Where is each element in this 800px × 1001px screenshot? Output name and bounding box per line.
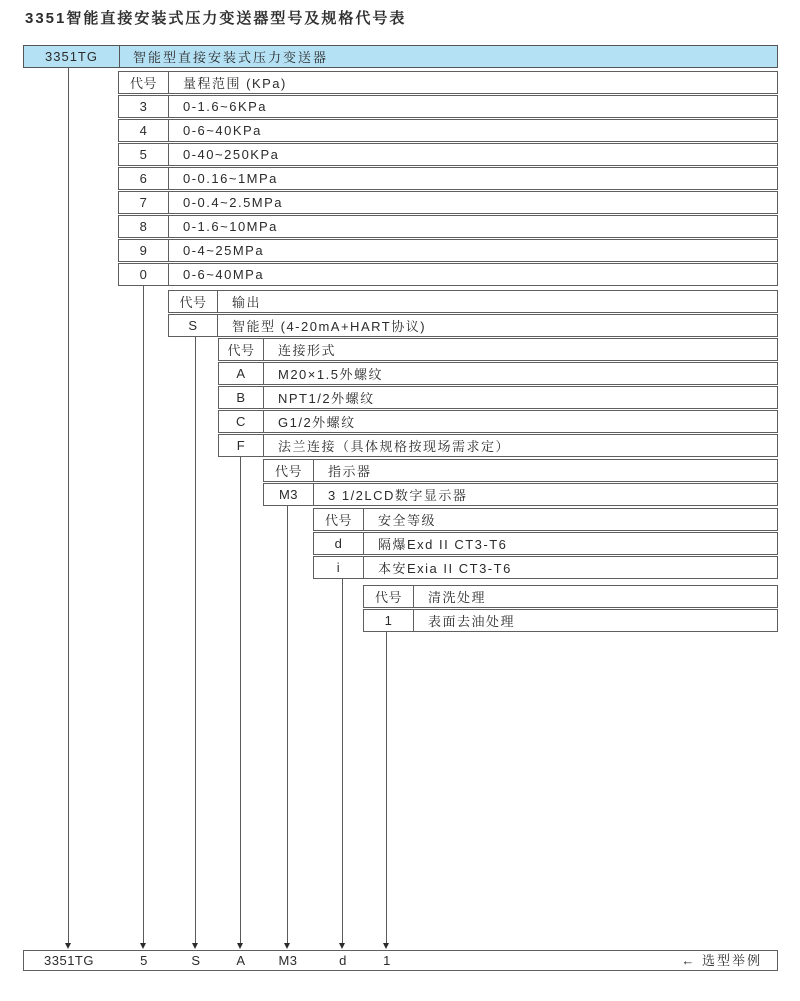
row-code: 5 [119, 144, 169, 165]
row-label: 0-40~250KPa [183, 147, 280, 162]
row-label: 隔爆Exd II CT3-T6 [378, 537, 508, 552]
row-label: G1/2外螺纹 [278, 415, 356, 430]
table-row [118, 191, 778, 214]
selection-example-bar [23, 950, 778, 971]
column-header-label: 连接形式 [278, 343, 337, 358]
range-header-row [118, 71, 778, 94]
row-label: 0-1.6~10MPa [183, 219, 278, 234]
row-label: 0-6~40KPa [183, 123, 262, 138]
page-title: 3351智能直接安装式压力变送器型号及规格代号表 [25, 10, 407, 27]
connector-line-connection [240, 457, 241, 943]
table-row [168, 314, 778, 337]
connector-line-cleaning [386, 632, 387, 943]
row-label: 0-1.6~6KPa [183, 99, 268, 114]
example-code-cleaning: 1 [383, 953, 391, 968]
connector-line-model [68, 68, 69, 943]
arrow-down-icon [383, 943, 389, 949]
row-code: M3 [264, 484, 314, 505]
row-code: 7 [119, 192, 169, 213]
connection-header-row [218, 338, 778, 361]
row-label: M20×1.5外螺纹 [278, 367, 383, 382]
column-header-label: 清洗处理 [428, 590, 487, 605]
column-header-label: 输出 [232, 295, 262, 310]
row-label: 0-6~40MPa [183, 267, 265, 282]
output-header-row [168, 290, 778, 313]
row-code: C [219, 411, 264, 432]
table-row [218, 410, 778, 433]
arrow-down-icon [192, 943, 198, 949]
row-label: 0-0.16~1MPa [183, 171, 278, 186]
table-row [118, 263, 778, 286]
row-code: 9 [119, 240, 169, 261]
arrow-down-icon [284, 943, 290, 949]
arrow-down-icon [140, 943, 146, 949]
row-label: 法兰连接（具体规格按现场需求定） [278, 439, 511, 454]
indicator-header-row [263, 459, 778, 482]
table-row [313, 556, 778, 579]
row-code: i [314, 557, 364, 578]
table-row [363, 609, 778, 632]
row-code: 1 [364, 610, 414, 631]
table-row [118, 167, 778, 190]
table-row [218, 434, 778, 457]
safety-header-row [313, 508, 778, 531]
table-row [118, 215, 778, 238]
table-row [218, 386, 778, 409]
example-code-indicator: M3 [278, 953, 298, 968]
arrow-down-icon [339, 943, 345, 949]
example-code-output: S [191, 953, 201, 968]
table-row [118, 95, 778, 118]
cleaning-header-row [363, 585, 778, 608]
example-code-connection: A [236, 953, 246, 968]
row-label: 0-0.4~2.5MPa [183, 195, 284, 210]
row-code: d [314, 533, 364, 554]
column-header-code: 代号 [314, 509, 364, 530]
row-label: 3 1/2LCD数字显示器 [328, 488, 468, 503]
section-connection-table [218, 338, 778, 458]
table-row [118, 239, 778, 262]
section-cleaning-table [363, 585, 778, 633]
row-code: B [219, 387, 264, 408]
column-header-code: 代号 [119, 72, 169, 93]
example-note: ← 选型举例 [681, 953, 762, 968]
row-label: 0-4~25MPa [183, 243, 265, 258]
model-code: 3351TG [24, 46, 120, 67]
section-indicator-table [263, 459, 778, 507]
row-code: S [169, 315, 218, 336]
connector-line-output [195, 337, 196, 943]
row-code: 4 [119, 120, 169, 141]
example-code-model: 3351TG [44, 953, 94, 968]
connector-line-indicator [287, 506, 288, 943]
row-code: 0 [119, 264, 169, 285]
row-code: F [219, 435, 264, 456]
row-code: 6 [119, 168, 169, 189]
row-code: 8 [119, 216, 169, 237]
column-header-code: 代号 [264, 460, 314, 481]
arrow-down-icon [237, 943, 243, 949]
column-header-code: 代号 [364, 586, 414, 607]
table-row [263, 483, 778, 506]
section-range-table [118, 71, 778, 287]
table-row [118, 143, 778, 166]
row-code: A [219, 363, 264, 384]
column-header-code: 代号 [169, 291, 218, 312]
row-code: 3 [119, 96, 169, 117]
connector-line-range [143, 286, 144, 943]
model-name: 智能型直接安装式压力变送器 [133, 50, 329, 65]
model-header-bar [23, 45, 778, 68]
arrow-down-icon [65, 943, 71, 949]
row-label: NPT1/2外螺纹 [278, 391, 375, 406]
table-row [118, 119, 778, 142]
section-safety-table [313, 508, 778, 580]
example-code-safety: d [339, 953, 347, 968]
row-label: 表面去油处理 [428, 614, 516, 629]
row-label: 智能型 (4-20mA+HART协议) [232, 319, 427, 334]
section-output-table [168, 290, 778, 338]
connector-line-safety [342, 579, 343, 943]
column-header-label: 量程范围 (KPa) [183, 76, 287, 91]
example-code-range: 5 [140, 953, 148, 968]
column-header-code: 代号 [219, 339, 264, 360]
column-header-label: 安全等级 [378, 513, 437, 528]
table-row [218, 362, 778, 385]
column-header-label: 指示器 [328, 464, 372, 479]
table-row [313, 532, 778, 555]
row-label: 本安Exia II CT3-T6 [378, 561, 512, 576]
